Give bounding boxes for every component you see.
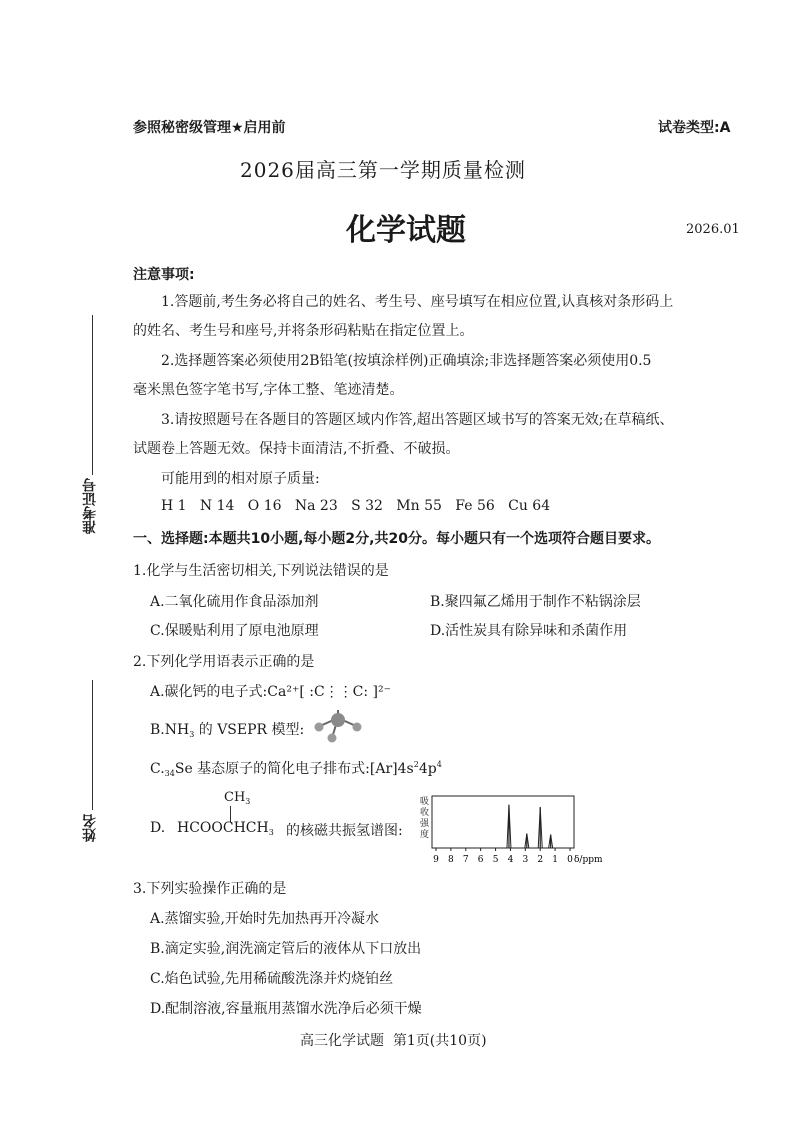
nmr-x-tick-label: 6 — [477, 855, 484, 865]
q2-option-b-subscript: 3 — [189, 730, 195, 739]
note-1-line-2: 的姓名、考生号和座号,并将条形码粘贴在指定位置上。 — [133, 323, 474, 339]
admission-line — [92, 315, 93, 475]
q2-option-d-label: D. — [150, 820, 166, 836]
q2-option-c — [150, 758, 442, 778]
nmr-x-tick-label: 9 — [433, 855, 439, 865]
nmr-spectrum-line — [436, 805, 570, 848]
nmr-x-tick-label: 0 — [567, 855, 573, 865]
notes-heading: 注意事项: — [133, 267, 195, 283]
q2-option-b — [150, 719, 304, 739]
vsepr-model-graphic — [312, 708, 366, 744]
q3-option-d: D.配制溶液,容量瓶用蒸馏水洗净后必须干燥 — [150, 1001, 422, 1017]
note-3-line-2: 试题卷上答题无效。保持卡面清洁,不折叠、不破损。 — [133, 441, 460, 457]
subject-title: 化学试题 — [346, 213, 466, 248]
hydrogen-atom — [315, 723, 324, 732]
svg-text:收: 收 — [420, 808, 430, 818]
q2-d-branch-subscript: 3 — [245, 797, 251, 806]
q1-option-c: C.保暖贴利用了原电池原理 — [150, 623, 319, 639]
q2-option-d-formula — [177, 820, 274, 837]
section-1-heading: 一、选择题:本题共10小题,每小题2分,共20分。每小题只有一个选项符合题目要求。 — [133, 531, 660, 547]
q2-d-formula-text: HCOOCHCH — [177, 820, 269, 836]
q2-option-c-mid: 4p — [418, 761, 437, 777]
exam-date: 2026.01 — [686, 222, 740, 237]
q2-option-b-prefix: B.NH — [150, 722, 190, 738]
q1-option-b: B.聚四氟乙烯用于制作不粘锅涂层 — [430, 594, 641, 610]
admission-number-label: 准考证号 — [82, 478, 98, 534]
q2-option-c-prefix: C. — [150, 761, 165, 777]
q3-stem: 3.下列实验操作正确的是 — [133, 881, 287, 897]
secrecy-label: 参照秘密级管理★启用前 — [133, 120, 286, 136]
nmr-plot-frame — [432, 796, 574, 848]
nmr-x-tick-label: 4 — [507, 855, 514, 865]
exam-title: 2026届高三第一学期质量检测 — [240, 158, 526, 182]
svg-text:度: 度 — [420, 830, 430, 840]
hydrogen-atom — [328, 734, 337, 743]
q2-option-c-sup2: 4 — [436, 760, 442, 769]
nmr-x-tick-label: 1 — [552, 855, 558, 865]
note-2-line-2: 毫米黑色签字笔书写,字体工整、笔迹清楚。 — [133, 382, 404, 398]
nmr-x-tick-label: 8 — [448, 855, 454, 865]
note-3-line-1: 3.请按照题号在各题目的答题区域内作答,超出答题区域书写的答案无效;在草稿纸、 — [161, 412, 674, 428]
name-label: 姓名 — [82, 814, 98, 842]
nmr-x-tick-label: 5 — [492, 855, 499, 865]
q1-option-d: D.活性炭具有除异味和杀菌作用 — [430, 623, 628, 639]
q2-option-c-sup1: 2 — [413, 760, 419, 769]
q3-option-b: B.滴定实验,润洗滴定管后的液体从下口放出 — [150, 941, 422, 957]
paper-type-label: 试卷类型:A — [658, 120, 731, 136]
q3-option-c: C.焰色试验,先用稀硫酸洗涤并灼烧铂丝 — [150, 971, 394, 987]
nmr-x-tick-label: 7 — [462, 855, 469, 865]
page-footer: 高三化学试题 第1页(共10页) — [300, 1033, 487, 1049]
q3-option-a: A.蒸馏实验,开始时先加热再开冷凝水 — [150, 911, 380, 927]
q2-d-formula-subscript: 3 — [268, 828, 274, 837]
atomic-mass-heading: 可能用到的相对原子质量: — [161, 471, 320, 487]
nmr-x-axis-label: δ/ppm — [574, 855, 603, 865]
q2-option-c-subscript: 34 — [164, 769, 175, 778]
q2-option-a — [150, 681, 391, 701]
nmr-spectrum-chart — [414, 794, 610, 866]
q1-stem: 1.化学与生活密切相关,下列说法错误的是 — [133, 563, 389, 579]
q1-option-a: A.二氧化硫用作食品添加剂 — [150, 594, 319, 610]
q2-option-c-text: Se 基态原子的简化电子排布式:[Ar]4s — [174, 761, 414, 777]
note-1-line-1: 1.答题前,考生务必将自己的姓名、考生号、座号填写在相应位置,认真核对条形码上 — [161, 294, 674, 310]
svg-text:吸: 吸 — [420, 797, 430, 807]
q2-option-a-formula: Ca²⁺[ :C⋮⋮C: ]²⁻ — [267, 684, 392, 700]
hydrogen-atom — [353, 723, 362, 732]
nmr-x-tick-label: 3 — [522, 855, 529, 865]
q2-option-b-text: 的 VSEPR 模型: — [194, 722, 305, 738]
q2-option-a-text: A.碳化钙的电子式: — [150, 684, 268, 700]
atomic-mass-values: H 1 N 14 O 16 Na 23 S 32 Mn 55 Fe 56 Cu 64 — [161, 498, 551, 514]
nmr-ylabel — [420, 796, 430, 840]
q2-d-branch-text: CH — [224, 790, 246, 805]
nmr-x-tick-label: 2 — [537, 855, 544, 865]
svg-text:强: 强 — [420, 819, 430, 829]
note-2-line-1: 2.选择题答案必须使用2B铅笔(按填涂样例)正确填涂;非选择题答案必须使用0.5 — [161, 353, 652, 369]
nitrogen-atom — [331, 713, 345, 727]
q2-d-branch — [224, 790, 250, 806]
q2-stem: 2.下列化学用语表示正确的是 — [133, 654, 315, 670]
q2-option-d-text: 的核磁共振氢谱图: — [286, 823, 403, 839]
name-line — [92, 680, 93, 810]
